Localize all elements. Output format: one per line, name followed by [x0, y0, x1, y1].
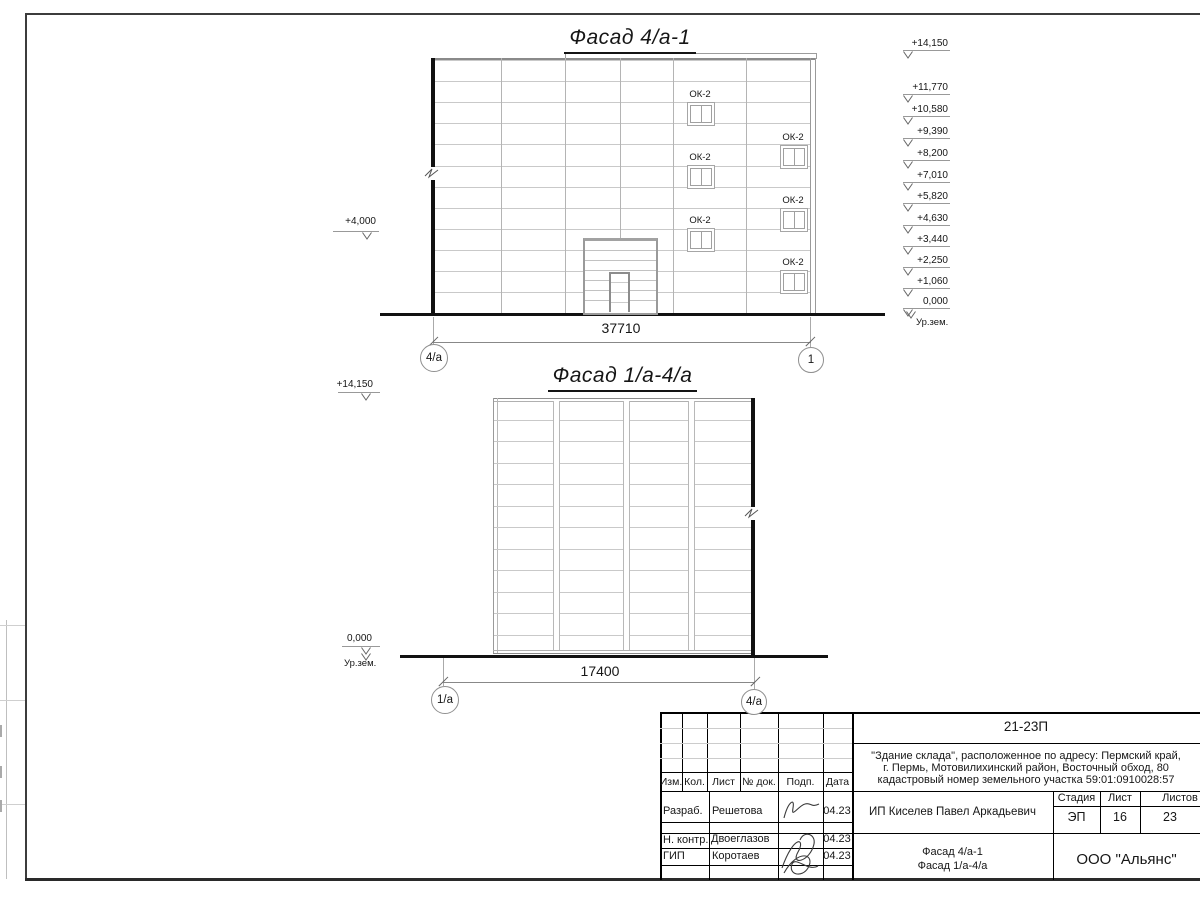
- facade1-man-door: [609, 272, 630, 312]
- row-role: ГИП: [663, 850, 685, 862]
- facade2-axis-bubble-left: [431, 686, 459, 714]
- sheet-title-line: Фасад 4/а-1: [922, 846, 983, 858]
- window-mullion: [701, 168, 702, 186]
- elevation-check-icon: [903, 247, 913, 255]
- gate-slat: [585, 250, 656, 251]
- window-ok2: [687, 102, 715, 126]
- col-header-doc: № док.: [742, 776, 776, 788]
- col-header-podp: Подп.: [786, 776, 815, 788]
- panel-line: [435, 208, 810, 209]
- panel-line: [435, 229, 810, 230]
- elevation-mark: +1,060: [917, 276, 948, 287]
- sheet-number: 16: [1113, 810, 1127, 824]
- row-role: Н. контр.: [663, 834, 709, 846]
- facade2-corner-column: [751, 398, 755, 657]
- signature-dvoeglazov-korotaev: [774, 828, 824, 878]
- facade1-title-text: Фасад 4/а-1: [564, 26, 695, 54]
- axis-label: 1: [807, 354, 815, 366]
- signature-reshetova: [778, 794, 823, 824]
- panel-line: [435, 81, 810, 82]
- panel-line: [435, 166, 810, 167]
- elevation-mark: +4,630: [917, 213, 948, 224]
- elevation-check-icon: [906, 311, 916, 319]
- window-label: ОК-2: [689, 152, 711, 163]
- window-mullion: [794, 211, 795, 229]
- mullion-strip: [688, 401, 695, 650]
- elevation-mark: +9,390: [917, 126, 948, 137]
- elevation-mark: +7,010: [917, 170, 948, 181]
- row-date: 04.23: [823, 805, 851, 817]
- elevation-check-icon: [903, 204, 913, 212]
- titleblock-code: 21-23П: [1003, 719, 1049, 734]
- elevation-mark: +3,440: [917, 234, 948, 245]
- window-mullion: [794, 273, 795, 291]
- elevation-check-icon: [903, 226, 913, 234]
- window-ok2: [687, 165, 715, 189]
- facade1-right-edge: [810, 58, 811, 313]
- window-mullion: [701, 231, 702, 249]
- tb-h: [852, 833, 1200, 834]
- titleblock-company: ООО "Альянс": [1076, 851, 1177, 868]
- mullion-strip: [553, 401, 560, 650]
- facade1-dimension: 37710: [601, 320, 641, 336]
- facade2-ground-label: Ур.зем.: [344, 658, 377, 669]
- dimension-line: [433, 342, 811, 343]
- tb-v: [709, 792, 710, 880]
- facade2-left-edge: [497, 398, 498, 653]
- margin-stamp-line: [0, 804, 25, 805]
- row-name: Коротаев: [712, 850, 760, 862]
- door-slat: [611, 302, 628, 303]
- elevation-check-icon: [903, 268, 913, 276]
- facade2-ground-line: [400, 655, 828, 658]
- facade1-axis-bubble-right: [798, 347, 824, 373]
- elevation-leader: [333, 231, 379, 232]
- elevation-mark: +11,770: [912, 82, 948, 93]
- facade1-title: [490, 26, 770, 54]
- window-label: ОК-2: [782, 257, 804, 268]
- mullion-line: [501, 58, 502, 313]
- panel-line: [435, 144, 810, 145]
- row-date: 04.23: [823, 833, 851, 845]
- tb-h: [660, 848, 853, 849]
- stage-value: ЭП: [1067, 810, 1086, 824]
- axis-label: 4/а: [746, 696, 762, 708]
- frame-top: [25, 13, 1200, 15]
- facade2-left-edge: [493, 398, 494, 653]
- elevation-check-icon: [903, 161, 913, 169]
- col-header-kol: Кол.: [684, 776, 705, 788]
- window-ok2: [780, 145, 808, 169]
- col-header-izm: Изм.: [659, 776, 683, 788]
- elevation-check-icon: [903, 95, 913, 103]
- tb-h: [660, 865, 853, 866]
- tb-h: [1053, 806, 1200, 807]
- window-mullion: [701, 105, 702, 123]
- tb-h: [852, 743, 1200, 744]
- tb-row-faint: [660, 758, 852, 759]
- mullion-line: [673, 58, 674, 313]
- frame-bottom: [25, 878, 1200, 881]
- facade1-right-edge: [815, 58, 816, 313]
- mullion-line: [565, 58, 566, 313]
- elevation-mark: +2,250: [917, 255, 948, 266]
- facade2-title: [480, 364, 765, 392]
- row-role: Разраб.: [663, 805, 703, 817]
- axis-label: 1/а: [437, 694, 453, 706]
- window-ok2: [780, 270, 808, 294]
- margin-stamp-line: [6, 620, 7, 879]
- tb-row-faint: [660, 743, 852, 744]
- facade1-parapet: [816, 53, 817, 59]
- margin-stamp-text-fragment: [0, 800, 2, 812]
- elevation-mark: +14,150: [336, 379, 373, 390]
- sheets-total: 23: [1163, 810, 1177, 824]
- facade2-dimension: 17400: [580, 663, 620, 679]
- extension-line: [754, 658, 755, 689]
- facade1-gate: [583, 238, 658, 315]
- door-slat: [611, 292, 628, 293]
- facade2-axis-bubble-right: [741, 689, 767, 715]
- margin-stamp-line: [0, 625, 25, 626]
- elevation-mark: +5,820: [917, 191, 948, 202]
- facade2-bottom-edge: [493, 653, 755, 654]
- titleblock-client: ИП Киселев Павел Аркадьевич: [869, 806, 1036, 818]
- facade1-ground-label: Ур.зем.: [916, 317, 949, 328]
- dimension-line: [443, 682, 755, 683]
- titleblock-description-line: "Здание склада", расположенное по адресу: Пермский край,: [871, 750, 1181, 762]
- gate-slat: [585, 270, 656, 271]
- titleblock-description-line: г. Пермь, Мотовилихинский район, Восточный обход, 80: [883, 762, 1169, 774]
- mullion-strip: [623, 401, 630, 650]
- elevation-check-icon: [903, 51, 913, 59]
- row-name: Решетова: [712, 805, 763, 817]
- sheets-label: Листов: [1162, 792, 1198, 804]
- panel-line: [435, 102, 810, 103]
- margin-stamp-text-fragment: [0, 725, 2, 737]
- elevation-mark: +10,580: [911, 104, 948, 115]
- col-header-data: Дата: [825, 776, 850, 788]
- window-ok2: [687, 228, 715, 252]
- elevation-check-icon: [362, 232, 372, 240]
- row-date: 04.23: [823, 850, 851, 862]
- elevation-check-icon: [903, 183, 913, 191]
- tb-outer-left: [660, 712, 662, 880]
- margin-stamp-text-fragment: [0, 766, 2, 778]
- window-label: ОК-2: [782, 195, 804, 206]
- sheet-label: Лист: [1108, 792, 1132, 804]
- window-mullion: [794, 148, 795, 166]
- break-symbol-icon: [424, 167, 440, 180]
- facade2-bottom-edge: [493, 650, 753, 651]
- facade2-top-edge: [493, 398, 753, 399]
- window-label: ОК-2: [689, 89, 711, 100]
- gate-slat: [585, 260, 656, 261]
- break-symbol-icon: [744, 507, 760, 520]
- elevation-leader: [338, 392, 380, 393]
- elevation-mark: +4,000: [345, 216, 376, 227]
- sheet-title-line: Фасад 1/а-4/а: [917, 860, 988, 872]
- door-slat: [611, 282, 628, 283]
- axis-label: 4/а: [426, 352, 442, 364]
- panel-line: [435, 123, 810, 124]
- tb-row-faint: [660, 728, 852, 729]
- mullion-line: [746, 58, 747, 313]
- elevation-check-icon: [361, 393, 371, 401]
- frame-left: [25, 13, 27, 880]
- row-name: Двоеглазов: [711, 833, 770, 845]
- elevation-check-icon: [903, 139, 913, 147]
- facade1-corner-column: [431, 58, 435, 316]
- window-label: ОК-2: [782, 132, 804, 143]
- window-label: ОК-2: [689, 215, 711, 226]
- elevation-mark: 0,000: [922, 296, 948, 307]
- col-header-list: Лист: [712, 776, 735, 788]
- titleblock-description-line: кадастровый номер земельного участка 59:01:0910028:57: [877, 774, 1175, 786]
- stage-label: Стадия: [1057, 792, 1096, 804]
- margin-stamp-line: [0, 700, 25, 701]
- tb-h: [660, 822, 853, 823]
- elevation-mark: 0,000: [346, 633, 372, 644]
- facade2-title-text: Фасад 1/а-4/а: [548, 364, 698, 392]
- elevation-mark: +8,200: [917, 148, 948, 159]
- elevation-mark: +14,150: [911, 38, 948, 49]
- tb-h: [660, 772, 853, 773]
- elevation-check-icon: [903, 117, 913, 125]
- panel-line: [435, 60, 810, 61]
- facade1-axis-bubble-left: [420, 344, 448, 372]
- panel-line: [435, 187, 810, 188]
- window-ok2: [780, 208, 808, 232]
